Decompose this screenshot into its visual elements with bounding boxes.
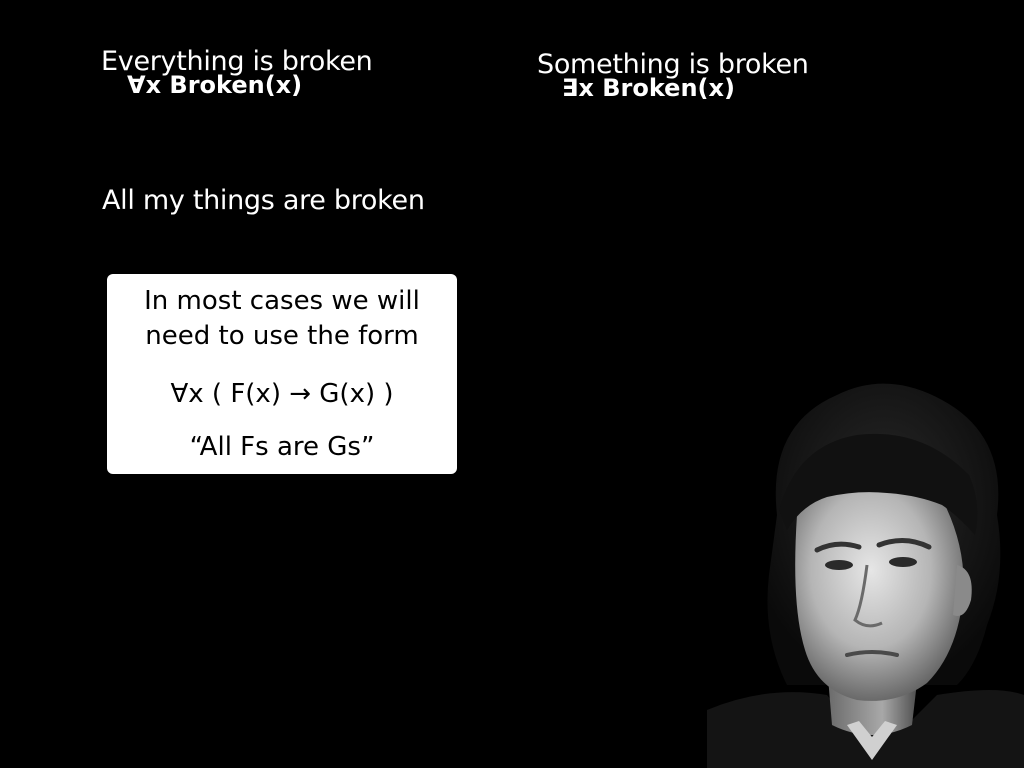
note-box [107, 274, 457, 474]
something-broken-text: Something is broken [537, 49, 809, 80]
portrait-photo [707, 365, 1024, 768]
forall-broken-formula: ∀x Broken(x) [127, 71, 303, 99]
all-my-things-broken-text: All my things are broken [102, 185, 425, 216]
note-quote: “All Fs are Gs” [189, 432, 375, 462]
note-line-1: In most cases we will [144, 286, 420, 316]
portrait-illustration [707, 365, 1024, 768]
note-line-2: need to use the form [145, 321, 419, 351]
everything-broken-text: Everything is broken [101, 46, 373, 77]
exists-broken-formula: ∃x Broken(x) [562, 74, 735, 102]
note-formula: ∀x ( F(x) → G(x) ) [170, 379, 394, 409]
